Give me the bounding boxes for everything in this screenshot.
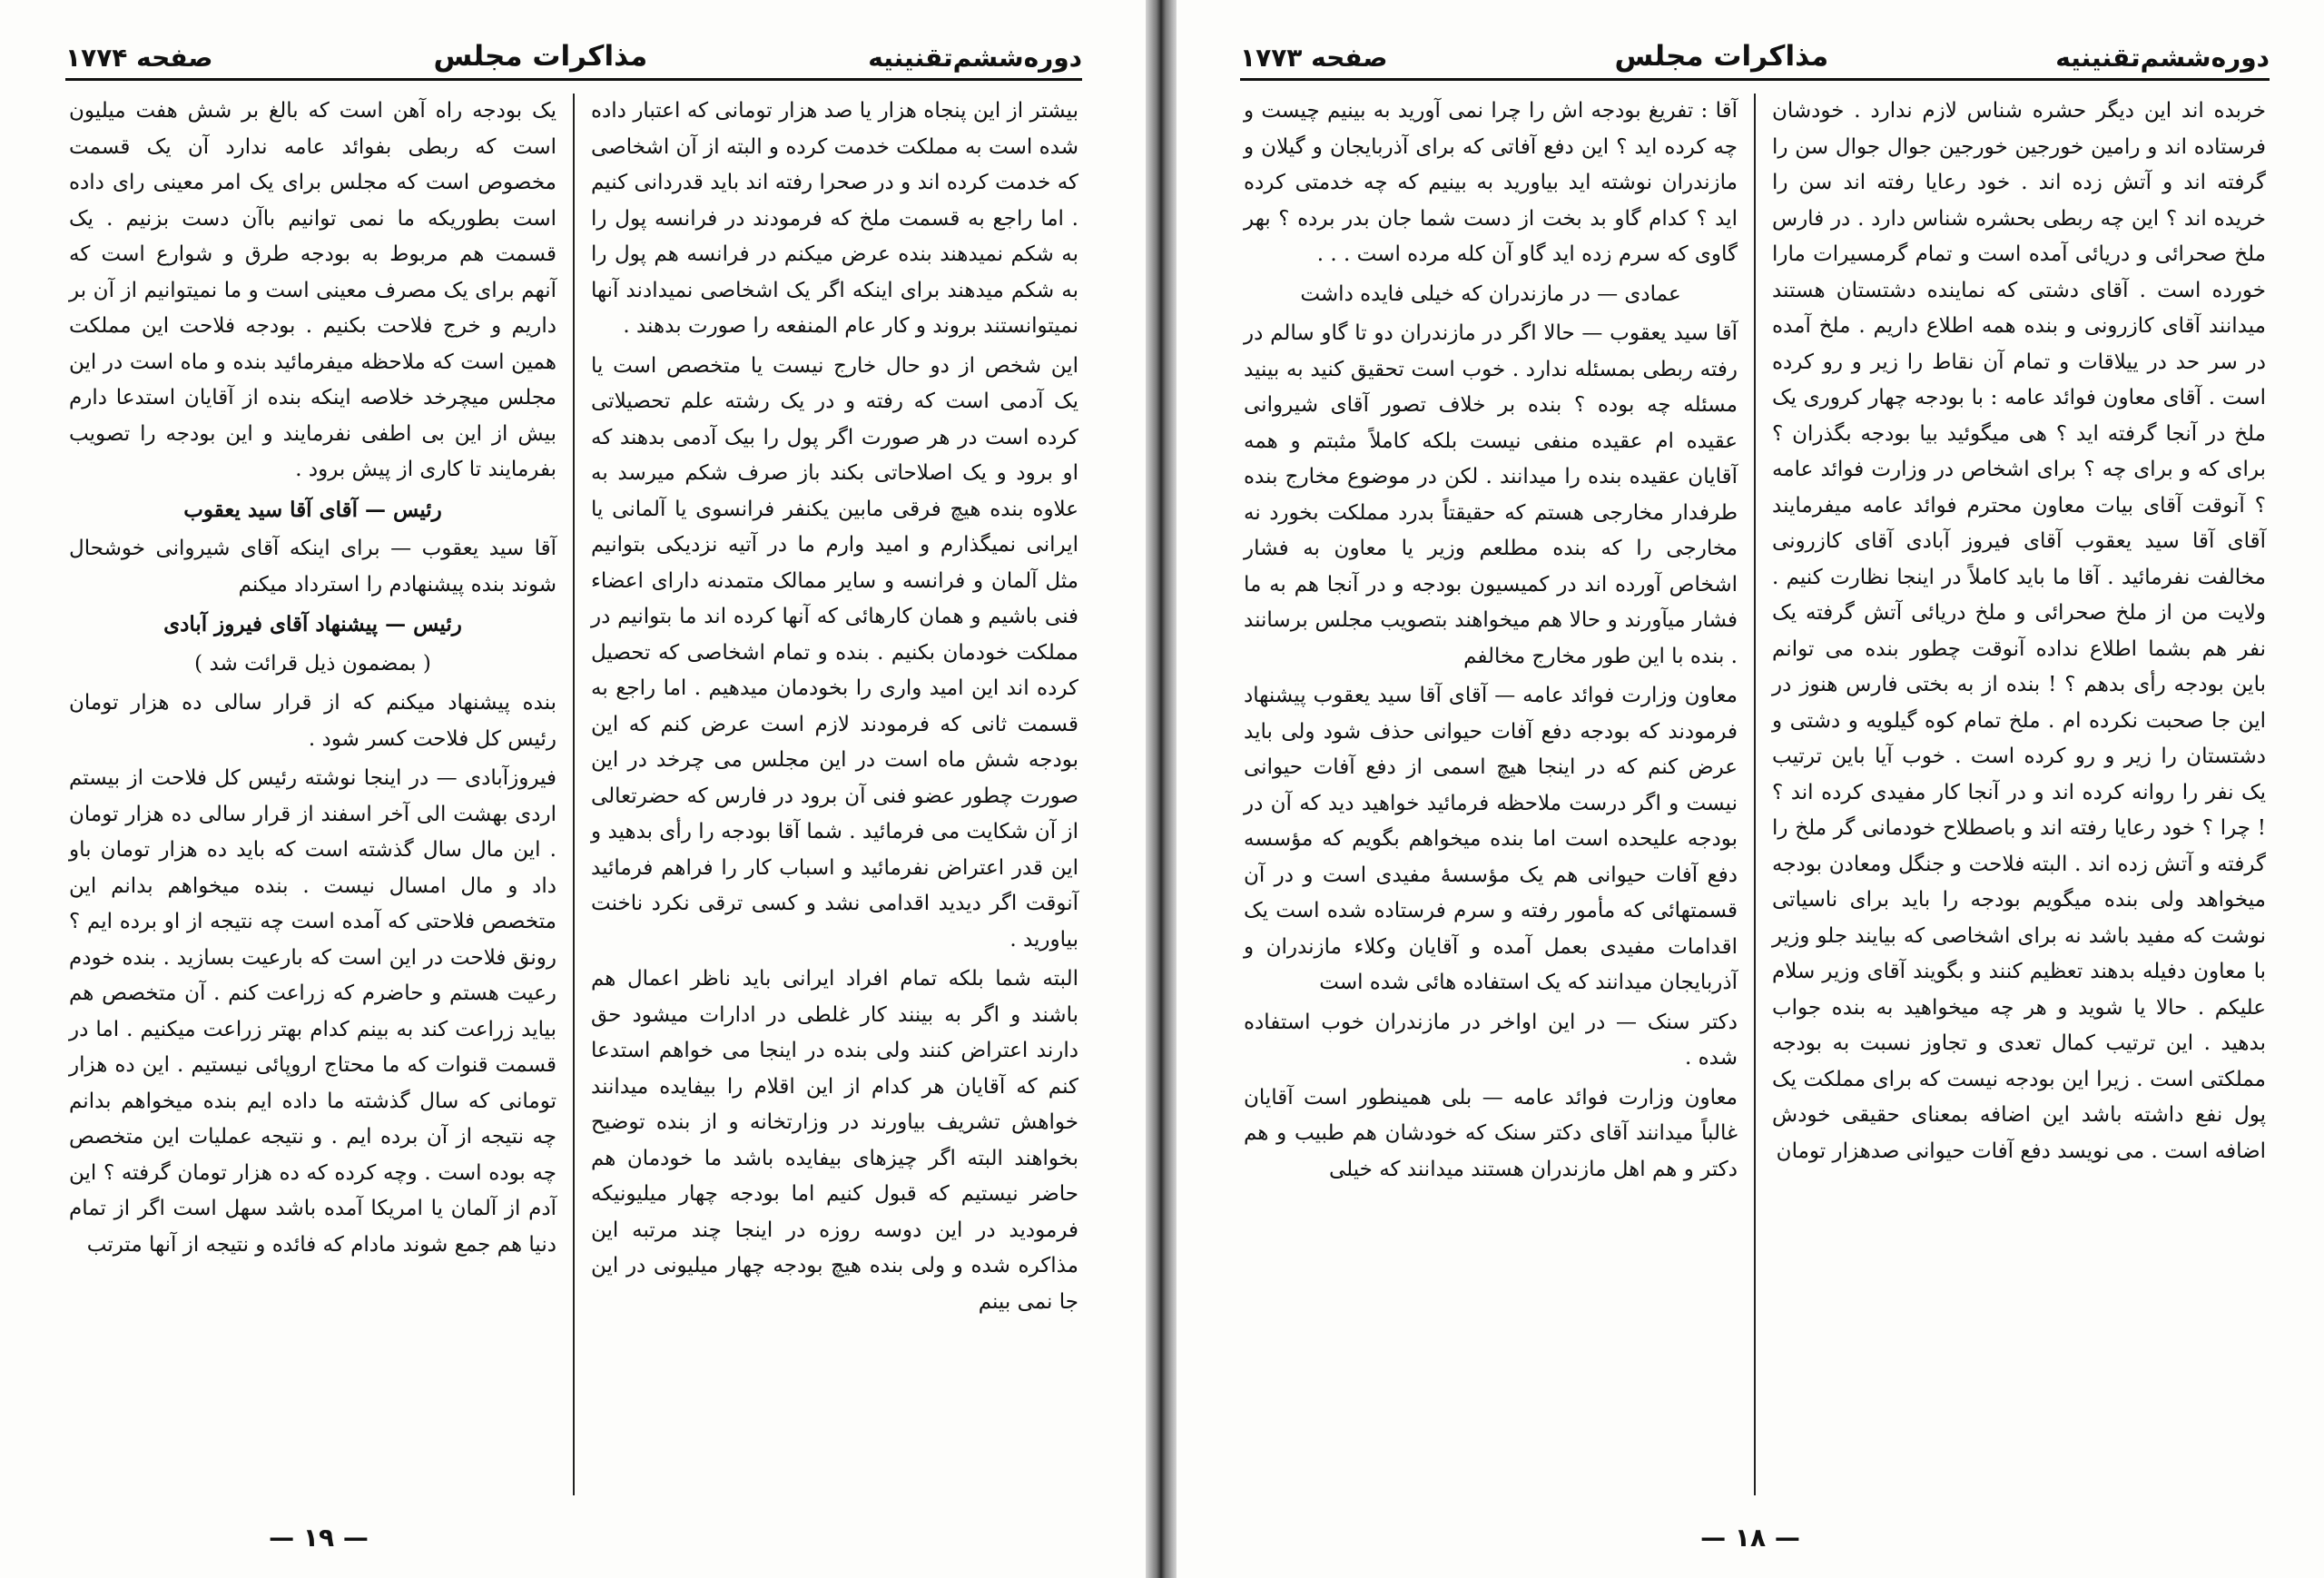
paragraph: بیشتر از این پنجاه هزار یا صد هزار تومانی که اعتبار داده شده است به مملکت خدمت کرده و البته از آن اشخاصی که خدمت کرده اند و در صحرا رفته اند باید قدردانی کنیم . اما راجع به قسمت ملخ که فرمودند در فرانسه پول را به شکم نمیدهند بنده عرض میکنم در فرانسه هم پول را به شکم میدهند برای اینکه اگر یک اشخاصی نمیدادند آنها نمیتوانستند بروند و کار عام المنفعه را صورت بدهند . xyxy=(591,99,1078,338)
paragraph: آقا سید یعقوب — برای اینکه آقای شیروانی خوشحال شوند بنده پیشنهادم را استرداد میکنم xyxy=(69,537,556,597)
header-divider xyxy=(1240,78,2270,81)
speaker-heading: رئیس — پیشنهاد آقای فیروز آبادی xyxy=(163,612,462,636)
page-footer-number: — ۱۹ — xyxy=(269,1523,369,1553)
paragraph: این شخص از دو حال خارج نیست یا متخصص است یا یک آدمی است که رفته و در یک رشته علم تحصیلاتی کرده است در هر صورت اگر پول را بیک آدمی بدهند که او برود و یک اصلاحاتی بکند باز صرف شکم میرسد به علاوه بنده هیچ فرقی مابین یکنفر فرانسوی یا آلمانی یا ایرانی نمیگذارم و امید وارم ما در آتیه نزدیکی بتوانیم مثل آلمان و فرانسه و سایر ممالک متمدنه دارای اعضاء فنی باشیم و همان کارهائی که آنها کرده اند ما بتوانیم در مملکت خودمان بکنیم . بنده و تمام اشخاصی که تحصیل کرده اند این امید واری را بخودمان میدهیم . اما راجع به قسمت ثانی که فرمودند لازم است عرض کنم که این بودجه شش ماه است در این مجلس می چرخد در این صورت چطور عضو فنی آن برود در فارس که حضرتعالی از آن شکایت می فرمائید . شما آقا بودجه را رأی بدهید و این قدر اعتراض نفرمائید و اسباب کار را فراهم فرمائید آنوقت اگر دیدید اقدامی نشد و کسی ترقی نکرد ناخنت بیاورید . xyxy=(591,353,1078,952)
paragraph: معاون وزارت فوائد عامه — آقای آقا سید یعقوب پیشنهاد فرمودند که بودجه دفع آفات حیوانی حذف شود ولی باید عرض کنم که در اینجا هیچ اسمی از دفع آفات حیوانی نیست و اگر درست ملاحظه فرمائید خواهید دید که آن در بودجه علیحده است اما بنده میخواهم بگویم که مؤسسه دفع آفات حیوانی هم یک مؤسسهٔ مفیدی است و در آن قسمتهائی که مأمور رفته و سرم فرستاده شده است یک اقدامات مفیدی بعمل آمده و آقایان وکلاء مازندران و آذربایجان میدانند که یک استفاده هائی شده است xyxy=(1244,684,1738,994)
column-left xyxy=(65,88,560,1504)
page-1773 xyxy=(1177,0,2324,1578)
column-left xyxy=(1240,88,1741,1504)
page-header xyxy=(65,33,1082,73)
page-footer-number: — ۱۸ — xyxy=(1700,1523,1800,1553)
paragraph: آقا : تفریغ بودجه اش را چرا نمی آورید به بینیم چیست و چه کرده اید ؟ این دفع آفاتی که برای آذربایجان و گیلان و مازندران نوشته اید بیاورید به بینیم که چه خدمتی کرده اید ؟ کدام گاو بد بخت از دست شما جان بدر برده ؟ بهر گاوی که سرم زده اید گاو آن کله مرده است . . . xyxy=(1244,99,1738,266)
column-divider xyxy=(1754,94,1756,1495)
text-columns xyxy=(65,88,1082,1504)
read-note: ( بمضمون ذیل قرائت شد ) xyxy=(194,651,431,676)
paragraph: دکتر سنک — در این اواخر در مازندران خوب استفاده شده . xyxy=(1244,1010,1738,1070)
paragraph: آقا سید یعقوب — حالا اگر در مازندران دو تا گاو سالم در رفته ربطی بمسئله ندارد . خوب است تحقیق کنید به بینید مسئله چه بوده ؟ بنده بر خلاف تصور آقای شیروانی عقیده ام عقیده منفی نیست بلکه کاملاً مثبتم و همه آقایان عقیده بنده را میدانند . لکن در موضوع مخارج بنده طرفدار مخارجی هستم که حقیقتاً بدرد مملکت بخورد نه مخارجی را که بنده مطلعم وزیر یا معاون به فشار اشخاص آورده اند در کمیسیون بودجه و در آنجا هم به ما فشار میآورند و حالا هم میخواهند بتصویب مجلس برسانند . بنده با این طور مخارج مخالفم xyxy=(1244,321,1738,668)
paragraph: معاون وزارت فوائد عامه — بلی همینطور است آقایان غالباً میدانند آقای دکتر سنک که خودشان هم طبیب و هم دکتر و هم اهل مازندران هستند میدانند که خیلی xyxy=(1244,1085,1738,1181)
book-spine xyxy=(1146,0,1177,1578)
page-number-label: صفحه ۱۷۷۴ xyxy=(65,43,213,73)
text-columns xyxy=(1240,88,2270,1504)
paragraph: یک بودجه راه آهن است که بالغ بر شش هفت میلیون است که ربطی بفوائد عامه ندارد آن یک قسمت مخصوص است که مجلس برای یک امر معینی رای داده است بطوریکه ما نمی توانیم باآن دست بزنیم . یک قسمت هم مربوط به بودجه طرق و شوارع است که آنهم برای یک مصرف معینی است و ما نمیتوانیم از آن بر داریم و خرج فلاحت بکنیم . بودجه فلاحت این مملکت همین است که ملاحظه میفرمائید بنده و ماه است در این مجلس میچرخد خلاصه اینکه بنده از آقایان استدعا دارم بیش از این بی اطفی نفرمایند و این بودجه را تصویب بفرمایند تا کاری از پیش برود . xyxy=(69,99,556,481)
paragraph: بنده پیشنهاد میکنم که از قرار سالی ده هزار تومان رئیس کل فلاحت کسر شود . xyxy=(69,691,556,751)
session-label: دوره‌ششم‌تقنینیه xyxy=(868,43,1082,73)
page-number-label: صفحه ۱۷۷۳ xyxy=(1240,43,1388,73)
paragraph: البته شما بلکه تمام افراد ایرانی باید ناظر اعمال هم باشند و اگر به بینند کار غلطی در ادارات میشود حق دارند اعتراض کنند ولی بنده در اینجا می خواهم استدعا کنم که آقایان هر کدام از این اقلام را بیفایده میدانند خواهش تشریف بیاورند در وزارتخانه و از بنده توضیح بخواهند البته اگر چیزهای بیفایده باشد ما خودمان هم حاضر نیستیم که قبول کنیم اما بودجه چهار میلیونیکه فرمودید در این دوسه روزه در اینجا چند مرتبه این مذاکره شده و ولی بنده هیچ بودجه چهار میلیونی در این جا نمی بینم xyxy=(591,967,1078,1314)
column-right xyxy=(1768,88,2270,1504)
session-label: دوره‌ششم‌تقنینیه xyxy=(2055,43,2270,73)
paragraph: خربده اند این دیگر حشره شناس لازم ندارد . خودشان فرستاده اند و رامین خورجین خورجین جوال جوال سن را گرفته اند و آتش زده اند . خود رعایا رفته اند سن را خریده اند ؟ این چه ربطی بحشره شناس دارد . در فارس ملخ صحرائی و دریائی آمده است و تمام گرمسیرات مارا خورده است . آقای دشتی که نماینده دشتستان هستند میدانند آقای کازرونی و بنده همه اطلاع داریم . ملخ آمده در سر حد در ییلاقات و تمام آن نقاط را زیر و رو کرده است . آقای معاون فوائد عامه : با بودجه چهار کروری یک ملخ در آنجا گرفته اید ؟ هی میگوئید بیا بودجه بگذران ؟ برای که و برای چه ؟ برای اشخاص در وزارت فوائد عامه ؟ آنوقت آقای بیات معاون محترم فوائد عامه میفرمایند آقای آقا سید یعقوب آقای فیروز آبادی آقای کازرونی مخالفت نفرمائید . آقا ما باید کاملاً در اینجا نظارت کنیم . ولایت من از ملخ صحرائی و ملخ دریائی آتش گرفته یک نفر هم بشما اطلاع نداده آنوقت چطور بنده می توانم باین بودجه رأی بدهم ؟ ! بنده از به بختی فارس هنوز در این جا صحبت نکرده ام . ملخ تمام کوه گیلویه و دشتی و دشتستان را زیر و رو کرده است . خوب آیا باین ترتیب یک نفر را روانه کرده اند و در آنجا کار مفیدی کرده اند ؟ ! چرا ؟ خود رعایا رفته اند و باصطلاح خودمانی گر ملخ را گرفته و آتش زده اند . البته فلاحت و جنگل ومعادن بودجه میخواهد ولی بنده میگویم بودجه را باید برای ناسیاتی نوشت که مفید باشد نه برای اشخاصی که بیایند جلو وزیر با معاون دفیله بدهند تعظیم کنند و بگویند آقای وزیر سلام علیکم . حالا یا شوید و هر چه میخواهید به بنده جواب بدهید . این ترتیب کمال تعدی و تجاوز نسبت به بودجه مملکتی است . زیرا این بودجه نیست که برای مملکت یک پول نفع داشته باشد این اضافه بمعنای حقیقی خودش اضافه است . می نویسد دفع آفات حیوانی صدهزار تومان xyxy=(1772,99,2266,1163)
page-title: مذاکرات مجلس xyxy=(433,40,648,73)
speaker-heading: رئیس — آقای آقا سید یعقوب xyxy=(183,497,442,522)
page-1774 xyxy=(0,0,1146,1578)
header-divider xyxy=(65,78,1082,81)
page-header xyxy=(1240,33,2270,73)
paragraph: عمادی — در مازندران که خیلی فایده داشت xyxy=(1300,281,1681,306)
page-title: مذاکرات مجلس xyxy=(1614,40,1829,73)
column-divider xyxy=(573,94,575,1495)
column-right xyxy=(587,88,1082,1504)
paragraph: فیروزآبادی — در اینجا نوشته رئیس کل فلاحت از بیستم اردی بهشت الی آخر اسفند از قرار سالی ده هزار تومان . این مال سال گذشته است که باید ده هزار تومان باو داد و مال امسال نیست . بنده میخواهم بدانم این متخصص فلاحتی که آمده است چه نتیجه از او برده ایم ؟ رونق فلاحت در این است که بارعیت بسازید . بنده خودم رعیت هستم و حاضرم که زراعت کنم . آن متخصص هم بیاید زراعت کند به بینم کدام بهتر زراعت میکنیم . اما در قسمت قنوات که ما محتاج اروپائی نیستیم . این ده هزار تومانی که سال گذشته ما داده ایم بنده میخواهم بدانم چه نتیجه از آن برده ایم . و نتیجه عملیات این متخصص چه بوده است . وچه کرده که ده هزار تومان گرفته ؟ این آدم از آلمان یا امریکا آمده باشد سهل است اگر از تمام دنیا هم جمع شوند مادام که فائده و نتیجه از آنها مترتب xyxy=(69,766,556,1257)
